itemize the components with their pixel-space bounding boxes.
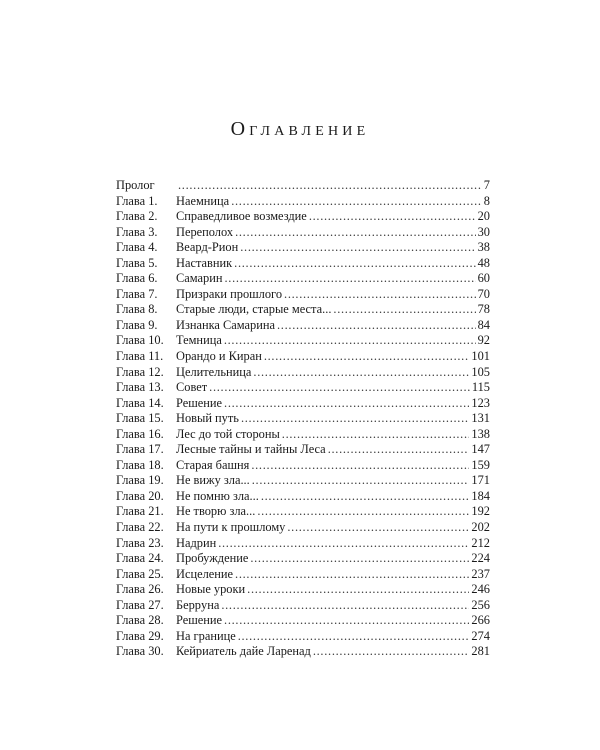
toc-dot-leader	[209, 380, 470, 396]
toc-entry	[116, 240, 490, 256]
toc-entry-title: Надрин	[176, 535, 217, 550]
toc-entry-title: Новый путь	[176, 411, 239, 426]
toc-entry-title: Наставник	[176, 255, 233, 270]
toc-dot-leader	[231, 194, 482, 210]
toc-dot-leader	[247, 582, 469, 598]
toc-entry-title: Решение	[176, 395, 223, 410]
toc-entry-page: 131	[471, 411, 490, 426]
toc-entry-page: 8	[483, 193, 490, 208]
toc-entry-title: Не творю зла...	[176, 504, 256, 519]
toc-entry-title: Изнанка Самарина	[176, 317, 276, 332]
toc-entry-label: Пролог	[116, 178, 155, 192]
toc-entry-title: Самарин	[176, 271, 223, 286]
toc-entry-title: Кейриатель дайе Ларенад	[176, 644, 311, 659]
toc-entry-label: Глава 23.	[116, 535, 164, 550]
toc-dot-leader	[253, 365, 469, 381]
toc-entry	[116, 567, 490, 583]
toc-dot-leader	[241, 411, 469, 427]
toc-entry	[116, 473, 490, 489]
toc-entry-page: 48	[477, 255, 490, 270]
toc-dot-leader	[235, 567, 469, 583]
toc-entry-title: Орандо и Киран	[176, 349, 262, 364]
toc-entry-page: 78	[477, 302, 490, 317]
toc-entry	[116, 333, 490, 349]
toc-entry	[116, 458, 490, 474]
toc-entry	[116, 613, 490, 629]
toc-entry-page: 123	[471, 395, 490, 410]
toc-entry	[116, 271, 490, 287]
toc-entry	[116, 349, 490, 365]
toc-dot-leader	[235, 225, 476, 241]
toc-entry	[116, 225, 490, 241]
toc-dot-leader	[218, 536, 469, 552]
toc-dot-leader	[224, 333, 476, 349]
toc-entry-label: Глава 4.	[116, 240, 158, 255]
toc-entry-label: Глава 19.	[116, 473, 164, 488]
toc-entry-title: На границе	[176, 628, 236, 643]
toc-entry-label: Глава 14.	[116, 395, 164, 410]
toc-entry-label: Глава 30.	[116, 644, 164, 659]
toc-dot-leader	[282, 427, 470, 443]
toc-dot-leader	[287, 520, 469, 536]
toc-dot-leader	[250, 551, 469, 567]
toc-entry-page: 101	[471, 349, 490, 364]
toc-entry-title: На пути к прошлому	[176, 520, 286, 535]
toc-entry-page: 7	[483, 178, 490, 192]
toc-entry-title: Исцеление	[176, 566, 234, 581]
toc-entry-label: Глава 27.	[116, 597, 164, 612]
toc-dot-leader	[238, 629, 470, 645]
toc-entry-title: Целительница	[176, 364, 252, 379]
toc-entry-page: 60	[477, 271, 490, 286]
toc-entry-title: Не вижу зла...	[176, 473, 250, 488]
toc-entry-label: Глава 11.	[116, 349, 164, 364]
toc-entry-page: 138	[471, 426, 490, 441]
toc-entry-label: Глава 21.	[116, 504, 164, 519]
toc-entry-label: Глава 8.	[116, 302, 158, 317]
toc-entry-label: Глава 13.	[116, 380, 164, 395]
toc-entry-title: Темница	[176, 333, 222, 348]
toc-dot-leader	[277, 318, 476, 334]
toc-entry-page: 274	[471, 628, 490, 643]
toc-entry-title: Старые люди, старые места...	[176, 302, 332, 317]
toc-entry-title: Старая башня	[176, 457, 250, 472]
toc-entry-label: Глава 29.	[116, 628, 164, 643]
toc-entry	[116, 489, 490, 505]
toc-entry	[116, 365, 490, 381]
toc-entry-title: Призраки прошлого	[176, 286, 283, 301]
toc-entry-title: Веард-Рион	[176, 240, 239, 255]
toc-entry-label: Глава 26.	[116, 582, 164, 597]
toc-entry	[116, 318, 490, 334]
toc-entry-page: 281	[471, 644, 490, 659]
toc-entry-page: 192	[471, 504, 490, 519]
toc-entry	[116, 644, 490, 660]
toc-dot-leader	[261, 489, 470, 505]
toc-entry-label: Глава 22.	[116, 520, 164, 535]
toc-entry-page: 70	[477, 286, 490, 301]
toc-entry	[116, 178, 490, 194]
toc-entry-label: Глава 28.	[116, 613, 164, 628]
toc-entry-label: Глава 3.	[116, 224, 158, 239]
toc-entry-page: 30	[477, 224, 490, 239]
toc-dot-leader	[257, 504, 469, 520]
toc-entry-label: Глава 20.	[116, 488, 164, 503]
toc-entry-page: 147	[471, 442, 490, 457]
toc-entry-label: Глава 10.	[116, 333, 164, 348]
toc-entry-label: Глава 5.	[116, 255, 158, 270]
toc-entry-label: Глава 12.	[116, 364, 164, 379]
toc-entry-title: Справедливое возмездие	[176, 209, 307, 224]
toc-entry-page: 224	[471, 551, 490, 566]
toc-entry-page: 256	[471, 597, 490, 612]
toc-entry-title: Беррyна	[176, 597, 220, 612]
toc-dot-leader	[240, 240, 475, 256]
toc-dot-leader	[178, 178, 482, 194]
toc-entry	[116, 629, 490, 645]
toc-dot-leader	[328, 442, 470, 458]
toc-entry-page: 20	[477, 209, 490, 224]
toc-entry-label: Глава 1.	[116, 193, 158, 208]
toc-entry	[116, 598, 490, 614]
toc-dot-leader	[224, 271, 475, 287]
toc-entry	[116, 520, 490, 536]
toc-entry-page: 266	[471, 613, 490, 628]
toc-entry-label: Глава 9.	[116, 317, 158, 332]
toc-entry-page: 184	[471, 488, 490, 503]
toc-entry-page: 84	[477, 317, 490, 332]
toc-entry-page: 237	[471, 566, 490, 581]
toc-entry-label: Глава 16.	[116, 426, 164, 441]
toc-entry-title: Не помню зла...	[176, 488, 259, 503]
toc-entry	[116, 287, 490, 303]
toc-entry-page: 105	[471, 364, 490, 379]
toc-entry	[116, 411, 490, 427]
toc-dot-leader	[333, 302, 475, 318]
toc-entry-title: Наемница	[176, 193, 230, 208]
toc-entry-label: Глава 15.	[116, 411, 164, 426]
toc-entry	[116, 209, 490, 225]
toc-entry	[116, 396, 490, 412]
toc-entry	[116, 427, 490, 443]
toc-entry-label: Глава 6.	[116, 271, 158, 286]
toc-entry-label: Глава 7.	[116, 286, 158, 301]
toc-entry	[116, 256, 490, 272]
toc-entry-title: Новые уроки	[176, 582, 246, 597]
toc-dot-leader	[284, 287, 476, 303]
toc-dot-leader	[309, 209, 476, 225]
toc-entry	[116, 380, 490, 396]
toc-entry-label: Глава 2.	[116, 209, 158, 224]
toc-entry-label: Глава 17.	[116, 442, 164, 457]
toc-entry-page: 202	[471, 520, 490, 535]
toc-entry	[116, 536, 490, 552]
toc-entry-title: Решение	[176, 613, 223, 628]
toc-dot-leader	[251, 458, 469, 474]
toc-entry	[116, 194, 490, 210]
toc-entry-page: 115	[471, 380, 490, 395]
toc-entry-title: Переполох	[176, 224, 234, 239]
toc-dot-leader	[224, 396, 469, 412]
toc-entry-page: 246	[471, 582, 490, 597]
toc-entry-title: Лес до той стороны	[176, 426, 280, 441]
toc-entry-label: Глава 18.	[116, 457, 164, 472]
toc-entry-page: 92	[477, 333, 490, 348]
toc-entry	[116, 302, 490, 318]
toc-dot-leader	[221, 598, 469, 614]
toc-entry	[116, 442, 490, 458]
toc-entry-page: 171	[471, 473, 490, 488]
toc-entry-title: Совет	[176, 380, 208, 395]
toc-entry-page: 38	[477, 240, 490, 255]
toc-entry-label: Глава 25.	[116, 566, 164, 581]
toc-entry-label: Глава 24.	[116, 551, 164, 566]
toc-dot-leader	[264, 349, 470, 365]
page-title: Оглавление	[230, 118, 370, 140]
toc-dot-leader	[313, 644, 470, 660]
toc-dot-leader	[252, 473, 470, 489]
toc-entry-page: 159	[471, 457, 490, 472]
toc-entry-title: Лесные тайны и тайны Леса	[176, 442, 326, 457]
toc-entry	[116, 504, 490, 520]
toc-entry-title: Пробуждение	[176, 551, 249, 566]
toc-entry	[116, 551, 490, 567]
toc-dot-leader	[234, 256, 475, 272]
toc-entry-page: 212	[471, 535, 490, 550]
toc-entry	[116, 582, 490, 598]
table-of-contents	[116, 178, 490, 660]
toc-dot-leader	[224, 613, 469, 629]
